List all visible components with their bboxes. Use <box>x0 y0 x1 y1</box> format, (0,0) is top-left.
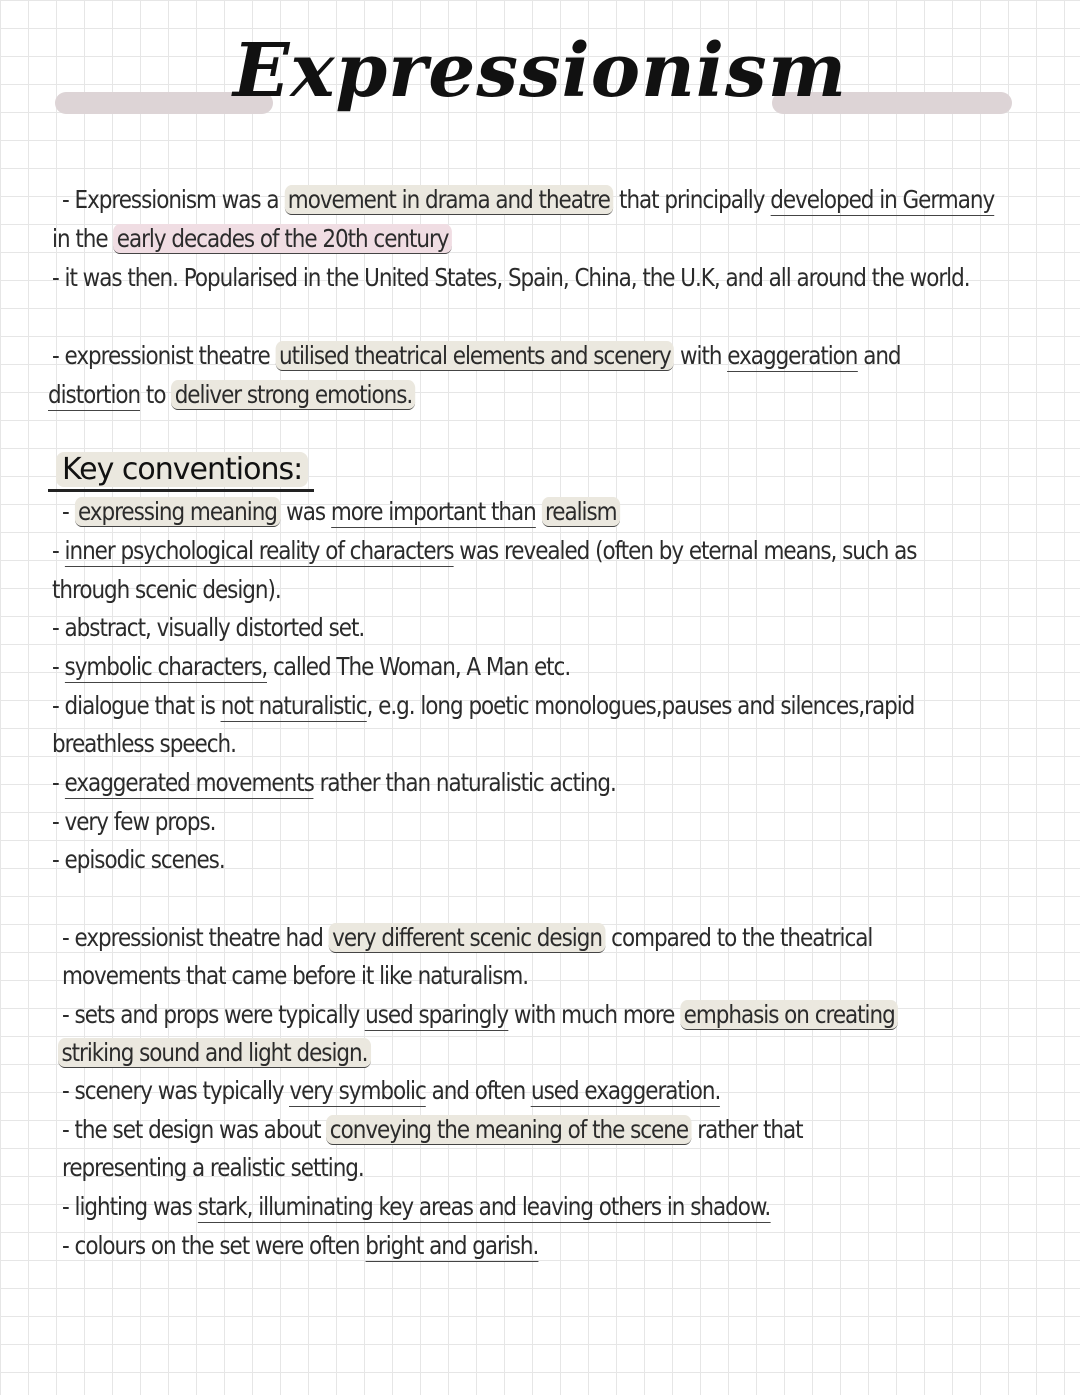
convention-2: - inner psychological reality of characters was revealed (often by eternal means, such as <box>52 536 917 565</box>
convention-6: - exaggerated movements rather than naturalistic acting. <box>52 768 616 797</box>
design-line-8: - lighting was stark, illuminating key areas and leaving others in shadow. <box>62 1192 771 1221</box>
design-line-7: representing a realistic setting. <box>62 1153 364 1182</box>
design-line-1: - expressionist theatre had very different scenic design compared to the theatrical <box>62 923 873 952</box>
page-title: Expressionism <box>233 28 847 114</box>
design-line-4: striking sound and light design. <box>58 1037 371 1069</box>
intro-line-4: - expressionist theatre utilised theatrical elements and scenery with exaggeration and <box>52 341 901 370</box>
design-line-2: movements that came before it like naturalism. <box>62 961 529 990</box>
convention-5: - dialogue that is not naturalistic, e.g. long poetic monologues,pauses and silences,rapid <box>52 691 915 720</box>
intro-line-5: distortion to deliver strong emotions. <box>48 379 416 411</box>
convention-1: - expressing meaning was more important than realism <box>62 496 620 528</box>
key-conventions-heading: Key conventions: <box>48 452 314 492</box>
convention-3: - abstract, visually distorted set. <box>52 613 365 642</box>
convention-5-cont: breathless speech. <box>52 729 236 758</box>
design-line-6: - the set design was about conveying the meaning of the scene rather that <box>62 1115 803 1144</box>
design-line-5: - scenery was typically very symbolic and often used exaggeration. <box>62 1076 721 1105</box>
convention-4: - symbolic characters, called The Woman, A Man etc. <box>52 652 571 681</box>
convention-2-cont: through scenic design). <box>52 575 281 604</box>
intro-line-2: in the early decades of the 20th century <box>52 223 452 255</box>
intro-line-1: - Expressionism was a movement in drama and theatre that principally developed in Germany <box>62 185 995 214</box>
design-line-3: - sets and props were typically used sparingly with much more emphasis on creating <box>62 999 898 1031</box>
design-line-9: - colours on the set were often bright and garish. <box>62 1231 539 1260</box>
intro-line-3: - it was then. Popularised in the United States, Spain, China, the U.K, and all around the world. <box>52 263 970 292</box>
convention-7: - very few props. <box>52 807 216 836</box>
convention-8: - episodic scenes. <box>52 845 225 874</box>
